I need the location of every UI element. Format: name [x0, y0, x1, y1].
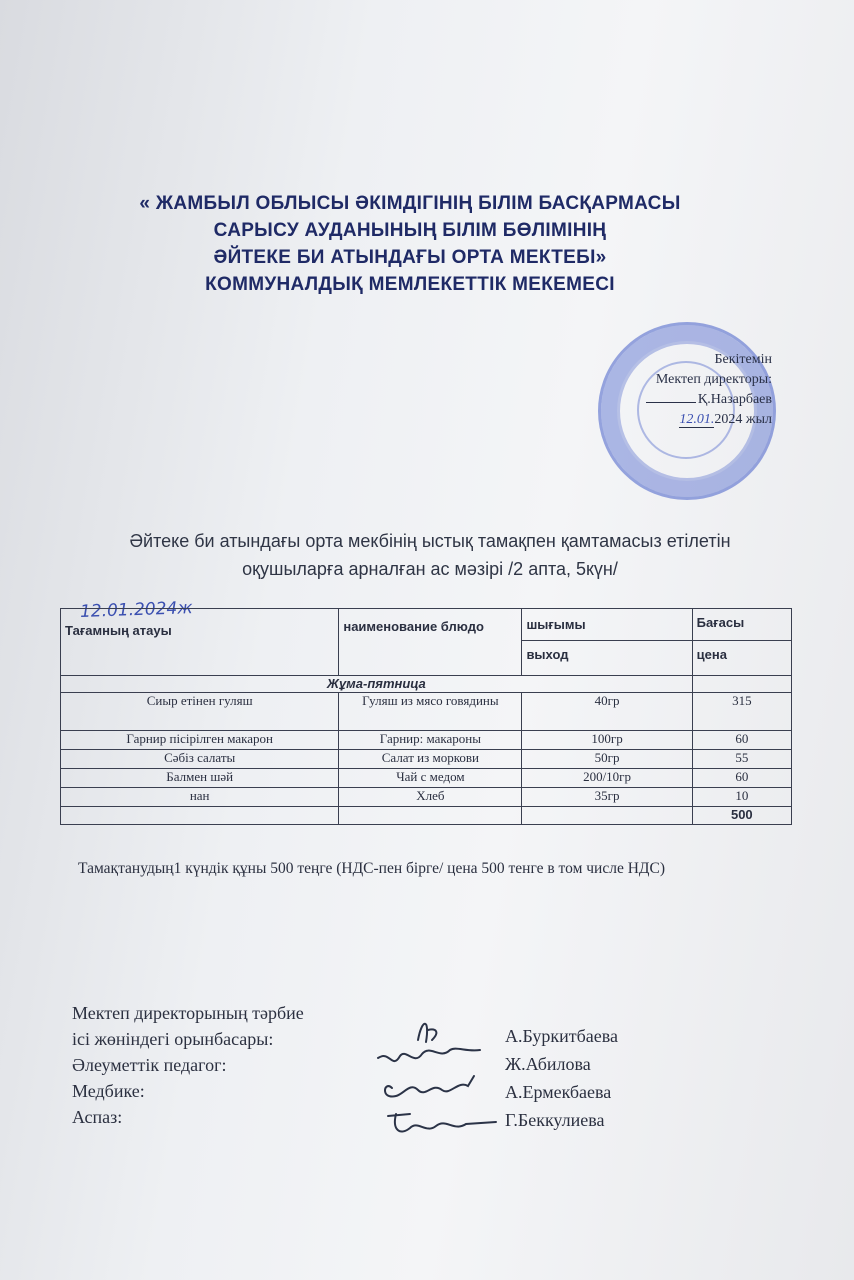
total-empty-2	[339, 807, 522, 825]
total-price: 500	[692, 807, 791, 825]
approval-date-suffix: 2024 жыл	[714, 412, 772, 427]
dish-price: 55	[692, 750, 791, 769]
dish-yield: 200/10гр	[522, 769, 692, 788]
header-price-ru: цена	[692, 641, 791, 676]
menu-title-line-2: оқушыларға арналған ас мәзірі /2 апта, 5күн/	[242, 559, 618, 579]
approval-date-handwritten: 12.01.	[679, 412, 715, 427]
header-yield-kz: шығымы	[522, 609, 692, 641]
role-line: ісі жөніндегі орынбасары:	[72, 1029, 274, 1049]
staff-names	[505, 1022, 618, 1134]
dish-price: 60	[692, 769, 791, 788]
staff-name: А.Буркитбаева	[505, 1026, 619, 1046]
dish-price: 315	[692, 693, 791, 731]
header-line-1: « ЖАМБЫЛ ОБЛЫСЫ ӘКІМДІГІНІҢ БІЛІМ БАСҚАРМАСЫ	[139, 193, 681, 214]
total-empty-3	[522, 807, 692, 825]
header-line-3: ӘЙТЕКЕ БИ АТЫНДАҒЫ ОРТА МЕКТЕБІ»	[213, 247, 607, 268]
staff-roles	[72, 1000, 304, 1130]
approval-date-line	[600, 410, 772, 430]
dish-name-kz: Сиыр етінен гуляш	[61, 693, 339, 731]
approval-director: Қ.Назарбаев	[697, 392, 772, 407]
approval-position: Мектеп директоры:	[655, 372, 772, 387]
dish-name-ru: Гарнир: макароны	[339, 731, 522, 750]
menu-title	[60, 527, 800, 583]
header-line-2: САРЫСУ АУДАНЫНЫҢ БІЛІМ БӨЛІМІНІҢ	[213, 220, 607, 241]
table-row	[61, 769, 792, 788]
dish-yield: 50гр	[522, 750, 692, 769]
menu-table	[60, 608, 792, 825]
dish-name-ru: Хлеб	[339, 788, 522, 807]
dish-price: 60	[692, 731, 791, 750]
dish-name-kz: Сәбіз салаты	[61, 750, 339, 769]
dish-name-kz: Гарнир пісірілген макарон	[61, 731, 339, 750]
approval-label: Бекітемін	[714, 352, 772, 367]
dish-name-ru: Гуляш из мясо говядины	[339, 693, 522, 731]
dish-name-kz: Балмен шәй	[61, 769, 339, 788]
handwritten-date: 12.01.2024ж	[79, 598, 193, 622]
dish-price: 10	[692, 788, 791, 807]
dish-name-ru: Чай с медом	[339, 769, 522, 788]
daily-cost-note: Тамақтанудың1 күндік құны 500 теңге (НДС-пен бірге/ цена 500 тенге в том числе НДС)	[78, 860, 665, 877]
role-line: Әлеуметтік педагог:	[72, 1055, 227, 1075]
dish-name-ru: Салат из моркови	[339, 750, 522, 769]
staff-name: Ж.Абилова	[505, 1054, 591, 1074]
dish-yield: 100гр	[522, 731, 692, 750]
role-line: Аспаз:	[72, 1107, 123, 1127]
day-row-empty	[692, 676, 791, 693]
staff-name: А.Ермекбаева	[505, 1082, 612, 1102]
total-row	[61, 807, 792, 825]
dish-name-kz: нан	[61, 788, 339, 807]
table-row	[61, 693, 792, 731]
menu-title-line-1: Әйтеке би атындағы орта мекбінің ыстық тамақпен қамтамасыз етілетін	[129, 531, 731, 551]
header-name-ru: наименование блюдо	[339, 609, 522, 676]
dish-yield: 35гр	[522, 788, 692, 807]
approval-block	[600, 350, 772, 430]
staff-name: Г.Беккулиева	[505, 1110, 605, 1130]
day-row	[61, 676, 792, 693]
signature-2	[378, 1049, 480, 1062]
role-line: Медбике:	[72, 1081, 145, 1101]
total-empty-1	[61, 807, 339, 825]
table-row	[61, 788, 792, 807]
header-yield-ru: выход	[522, 641, 692, 676]
header-name-kz: Тағамның атауы	[61, 609, 339, 676]
header-line-4: КОММУНАЛДЫҚ МЕМЛЕКЕТТІК МЕКЕМЕСІ	[205, 274, 615, 295]
institution-header	[60, 190, 760, 298]
director-signature	[646, 402, 696, 403]
dish-yield: 40гр	[522, 693, 692, 731]
table-row	[61, 750, 792, 769]
table-header-row	[61, 609, 792, 641]
handwritten-signatures	[370, 1010, 500, 1150]
role-line: Мектеп директорының тәрбие	[72, 1003, 304, 1023]
signature-4	[388, 1114, 496, 1132]
signature-1	[418, 1024, 436, 1042]
header-price-kz: Бағасы	[692, 609, 791, 641]
day-label: Жұма-пятница	[61, 676, 693, 693]
signature-3	[385, 1076, 474, 1097]
approval-director-line	[600, 390, 772, 410]
table-row	[61, 731, 792, 750]
